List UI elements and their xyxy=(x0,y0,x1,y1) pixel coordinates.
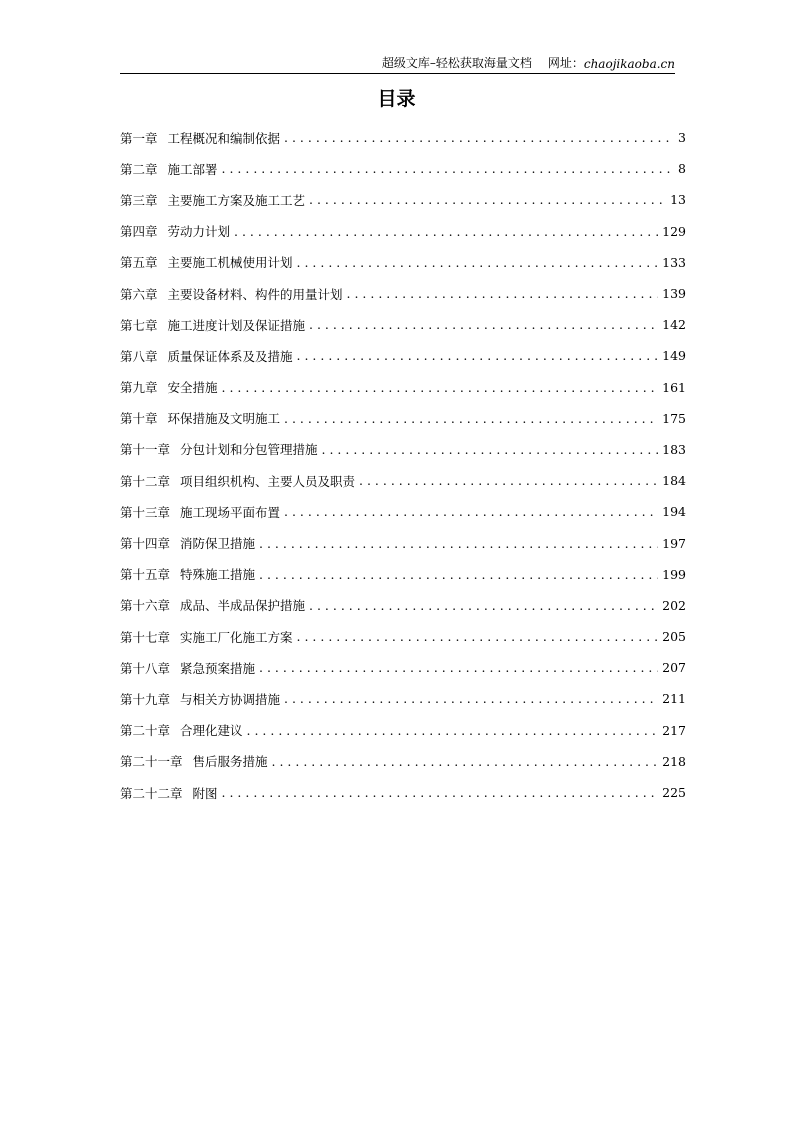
toc-page-number: 199 xyxy=(662,566,686,582)
toc-chapter-number: 第六章 xyxy=(120,286,158,302)
toc-page-number: 217 xyxy=(662,722,686,738)
toc-page-number: 3 xyxy=(678,130,686,146)
toc-leader-dots xyxy=(222,785,659,800)
toc-entry[interactable] xyxy=(120,247,686,278)
toc-entry[interactable] xyxy=(120,715,686,746)
toc-chapter-number: 第二十一章 xyxy=(120,754,183,770)
toc-chapter-title: 施工部署 xyxy=(167,161,218,177)
toc-entry[interactable] xyxy=(120,216,686,247)
toc-chapter-number: 第一章 xyxy=(120,130,158,146)
toc-chapter-title: 环保措施及文明施工 xyxy=(167,411,281,427)
header-url: chaojikaoba.cn xyxy=(583,57,675,71)
toc-entry[interactable] xyxy=(120,496,686,527)
toc-chapter-title: 特殊施工措施 xyxy=(180,567,256,583)
toc-entry[interactable] xyxy=(120,527,686,558)
toc-page-number: 161 xyxy=(662,379,686,395)
toc-entry[interactable] xyxy=(120,777,686,808)
toc-chapter-number: 第十二章 xyxy=(120,473,171,489)
toc-page-number: 197 xyxy=(662,535,686,551)
toc-page-number: 13 xyxy=(670,192,686,208)
toc-entry[interactable] xyxy=(120,434,686,465)
toc-page-number: 142 xyxy=(662,317,686,333)
toc-chapter-number: 第十章 xyxy=(120,411,158,427)
toc-entry[interactable] xyxy=(120,403,686,434)
toc-leader-dots xyxy=(284,504,658,519)
toc-leader-dots xyxy=(297,348,659,363)
toc-page-number: 207 xyxy=(662,660,686,676)
toc-page-number: 183 xyxy=(662,441,686,457)
toc-page-number: 129 xyxy=(662,223,686,239)
toc-page-number: 133 xyxy=(662,254,686,270)
toc-leader-dots xyxy=(309,192,666,207)
toc-chapter-title: 售后服务措施 xyxy=(192,754,268,770)
toc-entry[interactable] xyxy=(120,153,686,184)
page-header xyxy=(120,56,675,74)
toc-leader-dots xyxy=(359,473,658,488)
toc-chapter-title: 劳动力计划 xyxy=(167,224,231,240)
toc-chapter-number: 第三章 xyxy=(120,192,158,208)
header-url-label: 网址： xyxy=(547,56,584,70)
toc-leader-dots xyxy=(284,691,658,706)
toc-entry[interactable] xyxy=(120,309,686,340)
toc-chapter-number: 第二十章 xyxy=(120,723,171,739)
toc-chapter-number: 第十四章 xyxy=(120,536,171,552)
toc-page-number: 225 xyxy=(662,785,686,801)
toc-leader-dots xyxy=(347,286,659,301)
toc-leader-dots xyxy=(272,754,659,769)
toc-entry[interactable] xyxy=(120,683,686,714)
toc-chapter-title: 附图 xyxy=(192,785,218,801)
toc-entry[interactable] xyxy=(120,122,686,153)
toc-chapter-number: 第十三章 xyxy=(120,504,171,520)
toc-leader-dots xyxy=(309,598,658,613)
toc-chapter-number: 第十七章 xyxy=(120,629,171,645)
toc-chapter-number: 第十一章 xyxy=(120,442,171,458)
toc-entry[interactable] xyxy=(120,278,686,309)
toc-entry[interactable] xyxy=(120,465,686,496)
toc-leader-dots xyxy=(259,567,658,582)
toc-leader-dots xyxy=(309,317,658,332)
toc-leader-dots xyxy=(259,660,658,675)
toc-chapter-number: 第八章 xyxy=(120,348,158,364)
toc-chapter-title: 项目组织机构、主要人员及职责 xyxy=(180,473,356,489)
toc-page-number: 149 xyxy=(662,348,686,364)
toc-chapter-number: 第十八章 xyxy=(120,660,171,676)
toc-chapter-number: 第二十二章 xyxy=(120,785,183,801)
toc-leader-dots xyxy=(322,442,659,457)
toc-leader-dots xyxy=(222,161,674,176)
toc-chapter-title: 与相关方协调措施 xyxy=(180,691,281,707)
toc-chapter-number: 第七章 xyxy=(120,317,158,333)
toc-entry[interactable] xyxy=(120,746,686,777)
toc-entry[interactable] xyxy=(120,372,686,403)
toc-chapter-title: 实施工厂化施工方案 xyxy=(180,629,293,645)
toc-entry[interactable] xyxy=(120,652,686,683)
toc-leader-dots xyxy=(234,224,658,239)
toc-entry[interactable] xyxy=(120,621,686,652)
page-title: 目录 xyxy=(377,88,416,110)
toc-leader-dots xyxy=(247,723,659,738)
toc-chapter-title: 施工现场平面布置 xyxy=(180,504,281,520)
toc-leader-dots xyxy=(284,130,674,145)
toc-page-number: 202 xyxy=(662,597,686,613)
toc-chapter-title: 消防保卫措施 xyxy=(180,536,256,552)
toc-chapter-number: 第十六章 xyxy=(120,598,171,614)
toc-page-number: 211 xyxy=(662,691,686,707)
toc-entry[interactable] xyxy=(120,184,686,215)
toc-chapter-title: 主要施工方案及施工工艺 xyxy=(167,192,306,208)
toc-chapter-number: 第二章 xyxy=(120,161,158,177)
toc-chapter-title: 主要设备材料、构件的用量计划 xyxy=(167,286,343,302)
header-site-name: 超级文库–轻松获取海量文档 xyxy=(381,56,532,70)
toc-page-number: 8 xyxy=(678,161,686,177)
toc-chapter-title: 主要施工机械使用计划 xyxy=(167,255,293,271)
toc-entry[interactable] xyxy=(120,590,686,621)
toc-leader-dots xyxy=(284,411,658,426)
toc-chapter-number: 第九章 xyxy=(120,380,158,396)
toc-chapter-number: 第十九章 xyxy=(120,691,171,707)
toc-leader-dots xyxy=(222,380,659,395)
toc-entry[interactable] xyxy=(120,340,686,371)
toc-chapter-title: 合理化建议 xyxy=(180,723,243,739)
toc-chapter-number: 第四章 xyxy=(120,224,158,240)
toc-chapter-title: 施工进度计划及保证措施 xyxy=(167,317,306,333)
toc-page-number: 139 xyxy=(662,286,686,302)
toc-chapter-title: 工程概况和编制依据 xyxy=(167,130,281,146)
toc-chapter-title: 安全措施 xyxy=(167,380,218,396)
table-of-contents xyxy=(120,122,686,808)
toc-chapter-number: 第五章 xyxy=(120,255,158,271)
toc-entry[interactable] xyxy=(120,559,686,590)
toc-leader-dots xyxy=(297,629,659,644)
toc-chapter-title: 分包计划和分包管理措施 xyxy=(180,442,318,458)
toc-page-number: 175 xyxy=(662,410,686,426)
toc-chapter-title: 质量保证体系及及措施 xyxy=(167,348,293,364)
toc-leader-dots xyxy=(259,536,658,551)
toc-chapter-number: 第十五章 xyxy=(120,567,171,583)
toc-page-number: 184 xyxy=(662,473,686,489)
toc-page-number: 218 xyxy=(662,753,686,769)
toc-chapter-title: 成品、半成品保护措施 xyxy=(180,598,306,614)
toc-page-number: 205 xyxy=(662,629,686,645)
toc-leader-dots xyxy=(297,255,659,270)
toc-page-number: 194 xyxy=(662,504,686,520)
toc-chapter-title: 紧急预案措施 xyxy=(180,660,256,676)
